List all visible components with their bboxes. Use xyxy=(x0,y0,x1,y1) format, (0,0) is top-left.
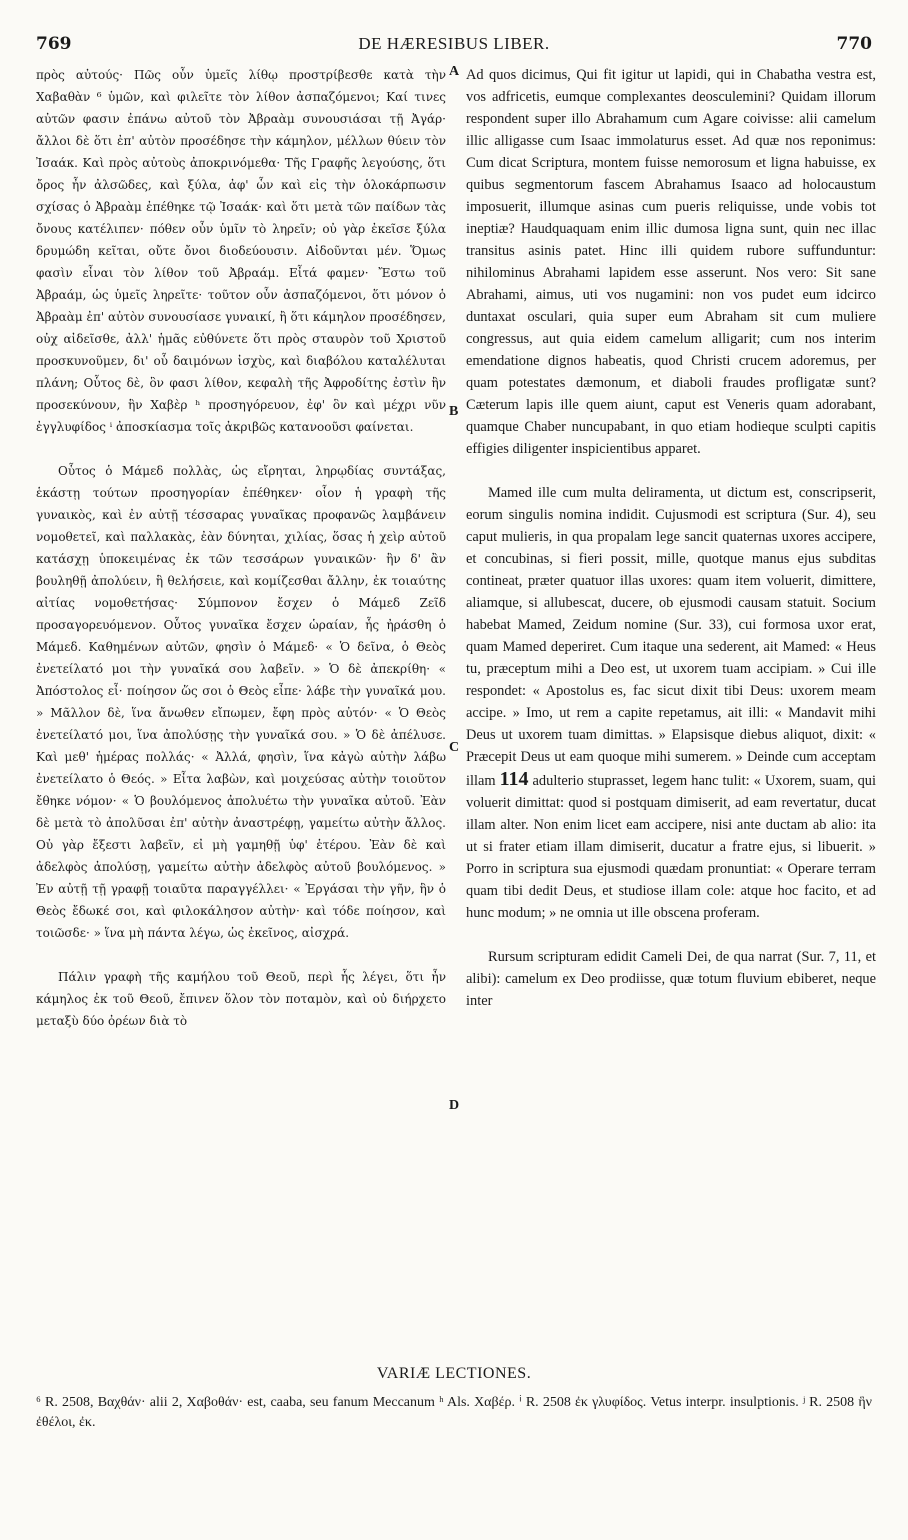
variae-lectiones xyxy=(36,1365,872,1433)
page-header xyxy=(36,34,872,58)
greek-paragraph-1: πρὸς αὐτούς· Πῶς οὖν ὑμεῖς λίθῳ προστρίβεσθε κατὰ τὴν Χαβαθὰν ⁶ ὑμῶν, καὶ φιλεῖτε τὸν λίθον ἀσπαζόμενοι; Καί τινες αὐτῶν φασιν ἐπάνω αὐτοῦ τὸν Ἀβραὰμ συνουσιάσαι τῇ Ἀγάρ· ἄλλοι δὲ ὅτι ἐπ' αὐτὸν προσέδησε τὴν κάμηλον, μέλλων θύειν τὸν Ἰσαάκ. Καὶ πρὸς αὐτοὺς ἀποκρινόμεθα· Τῆς Γραφῆς λεγούσης, ὅτι ὄρος ἦν ἀλσῶδες, καὶ ξύλα, ἀφ' ὧν καὶ εἰς τὴν ὁλοκάρπωσιν σχίσας ὁ Ἀβραὰμ ἐπέθηκε τῷ Ἰσαάκ· καὶ ὅτι μετὰ τῶν παίδων τὰς ὄνους κατέλιπεν· πόθεν οὖν ὑμῖν τὸ ληρεῖν; οὐ γὰρ ἐκεῖσε ξύλα δρυμώδη κεῖται, οὔτε ὄνοι διοδεύουσιν. Αἰδοῦνται μέν. Ὅμως φασὶν εἶναι τὸν λίθον τοῦ Ἀβραάμ. Εἶτά φαμεν· Ἔστω τοῦ Ἀβραάμ, ὡς ὑμεῖς ληρεῖτε· τοῦτον οὖν ἀσπαζόμενοι, ὅτι μόνον ὁ Ἀβραὰμ ἐπ' αὐτὸν συνουσίασε γυναικί, ἢ ὅτι κάμηλον προσέδησεν, οὐχ αἰδεῖσθε, ἀλλ' ἡμᾶς εὐθύνετε ὅτι πρὸς σταυρὸν τοῦ Χριστοῦ προσκυνοῦμεν, δι' οὗ δαιμόνων ἰσχὺς, καὶ διαβόλου καταλέλυται πλάνη; Οὗτος δὲ, ὃν φασι λίθον, κεφαλὴ τῆς Ἀφροδίτης ἐστὶν ἣν προσεκύνουν, ἣν Χαβὲρ ʰ προσηγόρευον, ἐφ' ὃν καὶ μέχρι νῦν ἐγγλυφίδος ⁱ ἀποσκίασμα τοῖς ἀκριβῶς κατανοοῦσι φαίνεται. xyxy=(36,68,446,434)
greek-paragraph-3: Πάλιν γραφὴ τῆς καμήλου τοῦ Θεοῦ, περὶ ἧς λέγει, ὅτι ἦν κάμηλος ἐκ τοῦ Θεοῦ, ἔπινεν ὅλον τὸν ποταμὸν, καὶ οὐ διήρχετο μεταξὺ δύο ὀρέων διὰ τὸ xyxy=(36,970,446,1028)
margin-letter-a: A xyxy=(449,64,460,79)
margin-letter-b: B xyxy=(449,404,459,419)
latin-paragraph-2 xyxy=(466,482,876,924)
latin-paragraph-1: Ad quos dicimus, Qui fit igitur ut lapidi, qui in Chabatha vestra est, vos adfricetis, eumque complexantes deosculemini? Quidam illorum respondent super illo Abrahamum cum Agare coivisse: alii camelum illic alligasse cum Isaac immolaturus esset. Ad quæ nos reponimus: Cum dicat Scriptura, montem fuisse nemorosum et ligna habuisse, ex quibus segmentorum fascem Abrahamus Isaaco ad holocaustum imposuerit, illumque asinas cum pueris reliquisse, unde vobis tot ineptiæ? Haudquaquam enim illic dumosa ligna sunt, quin nec illac transitus asinis patet. Hinc illi quidem rubore suffunduntur: nihilominus Abrahami lapidem esse asserunt. Nos vero: Sit sane Abrahami, aimus, uti vos nugamini: non vos pudet eum idcirco duntaxat osculari, quia super eum Abraham sit cum muliere congressus, aut quia eidem camelum alligarit; cum nos interim emendatione dignos habeatis, quod Christi crucem adoremus, per quam potestates dæmonum, et diaboli fraudes profligatæ sunt? Cæterum lapis ille quem aiunt, caput est Veneris quam adorabant, quamque Chaber nuncupabant, in quo etiam hodieque sculpti capitis effigies diligenter inspicientibus apparet. xyxy=(466,67,876,457)
latin-paragraph-2-start: Mamed ille cum multa deliramenta, ut dictum est, conscripserit, eorum singulis nomina indidit. Cujusmodi est scriptura (Sur. 4), seu caput mulieris, in qua propalam lege sancit quaternas uxores accipere, et concubinas, si fieri possit, mille, quotque manus ejus subditas contineat, præter quatuor illas uxores: quam item voluerit, dimittere, aliamque, si allubescat, ducere, ob ejusmodi causam statuit. Socium habebat Mamed, Zeidum nomine (Sur. 33), cui formosa uxor erat, quam Mamed deperiret. Cum itaque una sederent, ait Mamed: « Heus tu, præceptum mihi a Deo est, ut uxorem tuam accipiam. » Cui ille respondet: « Apostolus es, fac sicut dixit tibi Deus: uxorem meam accipe. » Imo, ut rem a capite repetamus, ait illi: « Mandavit mihi Deus ut uxorem tuam dimittas. » Elapsisque diebus aliquot, dixit: « Præcepit Deus ut eam quoque mihi sumerem. » Deinde cum acceptam illam xyxy=(466,485,876,789)
variae-title: VARIÆ LECTIONES. xyxy=(376,1365,532,1382)
running-title: DE HÆRESIBUS LIBER. xyxy=(358,34,550,53)
greek-paragraph-2: Οὗτος ὁ Μάμεδ πολλὰς, ὡς εἴρηται, ληρῳδίας συντάξας, ἑκάστῃ τούτων προσηγορίαν ἐπέθηκεν· οἷον ἡ γραφὴ τῆς γυναικὸς, καὶ ἐν αὐτῇ τέσσαρας γυναῖκας προφανῶς λαμβάνειν νομοθετεῖ, καὶ παλλακὰς, ἐὰν δύνηται, χιλίας, ὅσας ἡ χεὶρ αὐτοῦ κατάσχῃ ὑποκειμένας ἐκ τῶν τεσσάρων γυναικῶν· ἣν δ' ἂν βουληθῇ ἀπολύειν, ἣ θελήσειε, καὶ κομίζεσθαι ἄλλην, ἐκ τοιαύτης αἰτίας νομοθετήσας· Σύμπονον ἔσχεν ὁ Μάμεδ Ζεῖδ προσαγορευόμενον. Οὗτος γυναῖκα ἔσχεν ὡραίαν, ἧς ἠράσθη ὁ Μάμεδ. Καθημένων αὐτῶν, φησὶν ὁ Μάμεδ· « Ὁ δεῖνα, ὁ Θεὸς ἐνετείλατό μοι τὴν γυναῖκά σου λαβεῖν. » Ὁ δὲ ἀπεκρίθη· « Ἀπόστολος εἶ· ποίησον ὥς σοι ὁ Θεὸς εἶπε· λάβε τὴν γυναῖκά μου. » Μᾶλλον δὲ, ἵνα ἄνωθεν εἴπωμεν, ἔφη πρὸς αὐτόν· « Ὁ Θεὸς ἐνετείλατό μοι, ἵνα ἀπολύσῃς τὴν γυναῖκά σου. » Ὁ δὲ ἀπέλυσε. Καὶ μεθ' ἡμέρας πολλάς· « Ἀλλά, φησὶν, ἵνα κἀγὼ αὐτὴν λάβω ἐνετείλατο ὁ Θεός. » Εἶτα λαβὼν, καὶ μοιχεύσας αὐτὴν τοιοῦτον ἔθηκε νόμον· « Ὁ βουλόμενος ἀπολυέτω τὴν γυναῖκα αὐτοῦ. Ἐὰν δὲ μετὰ τὸ ἀπολῦσαι ἐπ' αὐτὴν ἀναστρέφῃ, γαμείτω αὐτὴν ἄλλος. Οὐ γὰρ ἔξεστι λαβεῖν, εἰ μὴ γαμηθῇ ὑφ' ἑτέρου. Ἐὰν δὲ καὶ ἀδελφὸς ἀπολύσῃ, γαμείτω αὐτὴν ἀδελφὸς αὐτοῦ βουλόμενος. » Ἐν αὐτῇ τῇ γραφῇ τοιαῦτα παραγγέλλει· « Ἐργάσαι τὴν γῆν, ἣν ὁ Θεὸς ἔδωκέ σοι, καὶ φιλοκάλησον αὐτὴν· καὶ τόδε ποίησον, καὶ τοιῶσδε· » ἵνα μὴ πάντα λέγω, ὡς ἐκεῖνος, αἰσχρά. xyxy=(36,464,446,940)
margin-letter-c: C xyxy=(449,740,460,755)
page-number-left: 769 xyxy=(36,34,72,54)
page-number-right: 770 xyxy=(836,34,872,54)
latin-paragraph-3: Rursum scripturam edidit Cameli Dei, de qua narrat (Sur. 7, 11, et alibi): camelum ex Deo prodiisse, quæ totum fluvium ebiberet, neque inter xyxy=(466,949,876,1009)
latin-column xyxy=(466,64,876,1012)
margin-letter-d: D xyxy=(449,1098,460,1113)
latin-paragraph-2-end: adulterio stuprasset, legem hanc tulit: « Uxorem, suam, qui voluerit dimittat: quod si postquam dimiserit, ad eam revertatur, ducat illam alter. Non enim licet eam accipere, nisi ante ductam ab alio: ita ut si frater etiam illam dimiserit, ducatur a fratre ejus, si libuerit. » Porro in scriptura sua ejusmodi quædam pronuntiat: « Operare terram quam tibi dedit Deus, et studiose illam cole: atque hoc facito, et ad hunc modum; » ne omnia ut ille obscena proferam. xyxy=(466,773,877,921)
variae-text: ⁶ R. 2508, Βαχθάν· alii 2, Χαβοθάν· est, caaba, seu fanum Meccanum ʰ Als. Χαβέρ. ⁱ R. 2508 ἐκ γλυφίδος. Vetus interpr. insulptionis. ʲ R. 2508 ἣν ἐθέλοι, ἐκ. xyxy=(36,1395,872,1430)
greek-column xyxy=(36,64,446,1032)
page-marker-number: 114 xyxy=(499,768,529,790)
